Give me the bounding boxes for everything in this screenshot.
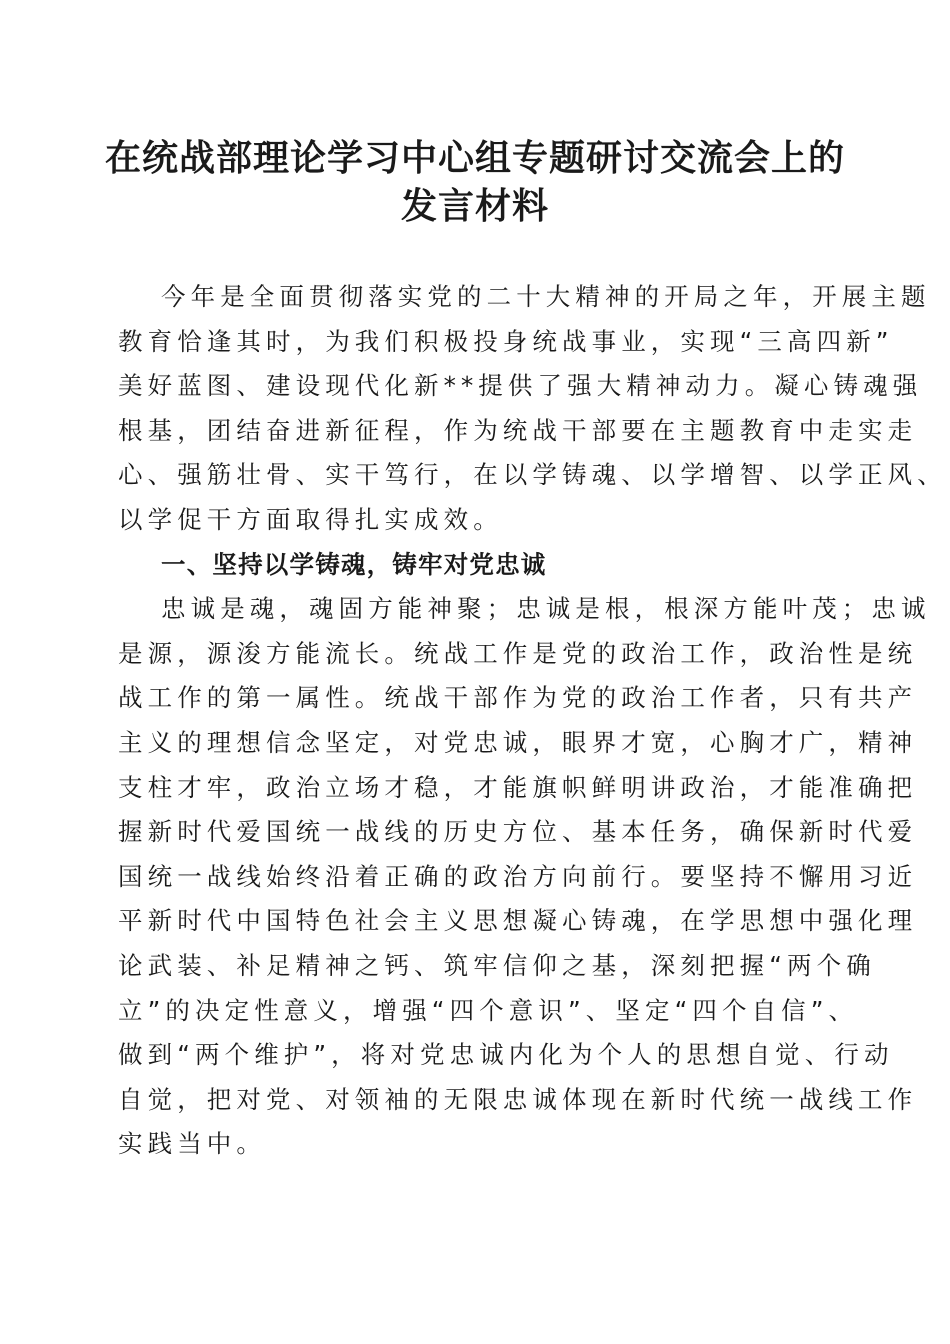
intro-paragraph <box>118 275 947 543</box>
section-1-line: 战工作的第一属性。统战干部作为党的政治工作者，只有共产 <box>118 683 918 713</box>
intro-line: 心、强筋壮骨、实干笃行，在以学铸魂、以学增智、以学正风、 <box>118 460 947 490</box>
intro-line: 以学促干方面取得扎实成效。 <box>118 504 503 534</box>
section-1-line: 国统一战线始终沿着正确的政治方向前行。要坚持不懈用习近 <box>118 861 918 891</box>
title-line-2: 发言材料 <box>400 185 549 227</box>
intro-line: 今年是全面贯彻落实党的二十大精神的开局之年，开展主题 <box>161 282 931 311</box>
title-line-1: 在统战部理论学习中心组专题研讨交流会上的 <box>104 137 845 179</box>
section-1-line: 自觉，把对党、对领袖的无限忠诚体现在新时代统一战线工作 <box>118 1084 918 1114</box>
section-1-line: 平新时代中国特色社会主义思想凝心铸魂，在学思想中强化理 <box>118 906 918 936</box>
section-1-line: 忠诚是魂，魂固方能神聚；忠诚是根，根深方能叶茂；忠诚 <box>161 594 931 624</box>
section-1-line: 做到“两个维护”，将对党忠诚内化为个人的思想自觉、行动 <box>118 1040 894 1070</box>
intro-line: 美好蓝图、建设现代化新**提供了强大精神动力。凝心铸魂强 <box>118 371 923 401</box>
section-1-paragraph <box>118 587 931 1167</box>
section-1-heading: 一、坚持以学铸魂，铸牢对党忠诚 <box>161 549 547 579</box>
section-1-line: 支柱才牢，政治立场才稳，才能旗帜鲜明讲政治，才能准确把 <box>118 772 918 802</box>
section-1-line: 实践当中。 <box>118 1129 266 1159</box>
section-1-line: 论武装、补足精神之钙、筑牢信仰之基，深刻把握“两个确 <box>118 950 876 980</box>
intro-line: 根基，团结奋进新征程，作为统战干部要在主题教育中走实走 <box>118 415 918 445</box>
section-1-line: 立”的决定性意义，增强“四个意识”、坚定“四个自信”、 <box>118 995 859 1025</box>
document-title <box>100 134 850 230</box>
section-1-line: 是源，源浚方能流长。统战工作是党的政治工作，政治性是统 <box>118 638 918 668</box>
section-1-line: 主义的理想信念坚定，对党忠诚，眼界才宽，心胸才广，精神 <box>118 727 918 757</box>
intro-line: 教育恰逢其时，为我们积极投身统战事业，实现“三高四新” <box>118 326 894 356</box>
document-body <box>118 275 947 1167</box>
section-1-line: 握新时代爱国统一战线的历史方位、基本任务，确保新时代爱 <box>118 817 918 847</box>
